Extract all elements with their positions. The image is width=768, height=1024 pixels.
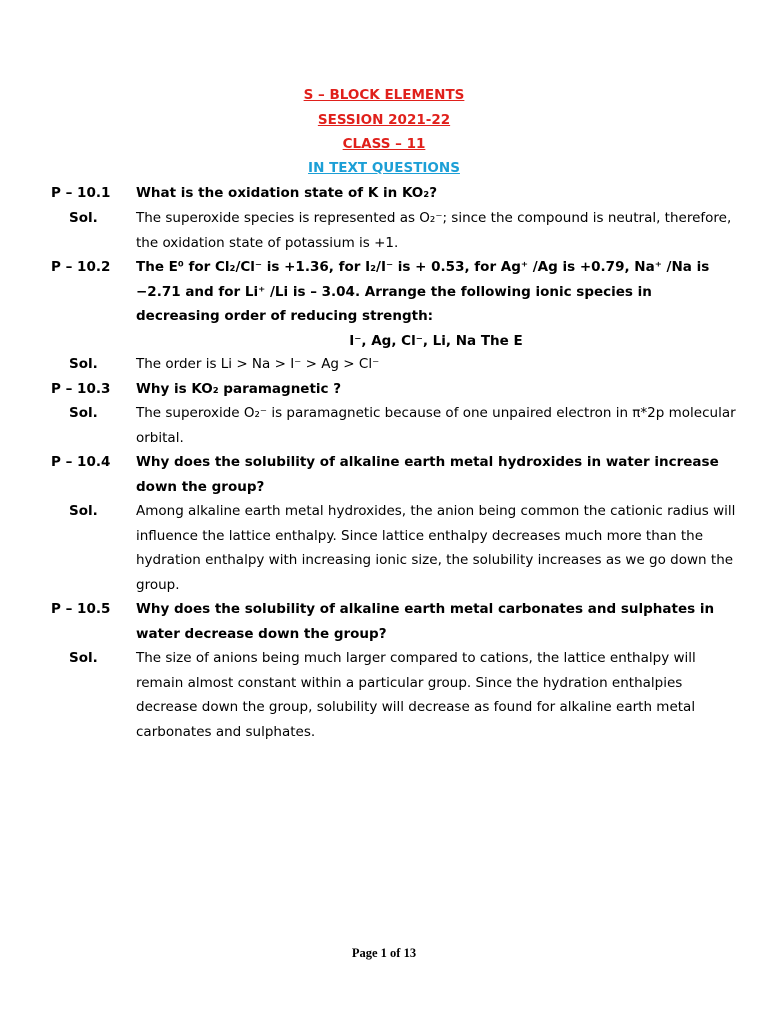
solution-label: Sol.	[69, 356, 98, 372]
question-text: Why does the solubility of alkaline earth metal carbonates and sulphates in water decrease down the group?	[136, 601, 715, 642]
solution-text: The order is Li > Na > I⁻ > Ag > Cl⁻	[136, 356, 380, 372]
solution-text: The superoxide species is represented as O₂⁻; since the compound is neutral, therefore, the oxidation state of potassium is +1.	[136, 210, 732, 251]
question-text: Why does the solubility of alkaline earth metal hydroxides in water increase down the group?	[136, 454, 719, 495]
question-number: P – 10.2	[51, 259, 111, 275]
solution-label: Sol.	[69, 503, 98, 519]
session-label: SESSION 2021-22	[317, 112, 451, 128]
solution-text: The superoxide O₂⁻ is paramagnetic because of one unpaired electron in π*2p molecular orbital.	[136, 405, 736, 446]
page-number: Page 1 of 13	[351, 946, 417, 960]
solution-label: Sol.	[69, 650, 98, 666]
ionic-species-list: I⁻, Ag, Cl⁻, Li, Na The E	[349, 332, 523, 349]
question-number: P – 10.1	[51, 185, 111, 201]
solution-text: The size of anions being much larger compared to cations, the lattice enthalpy will remain almost constant within a particular group. Since the hydration enthalpies decrease down the group, solubility will decrease as found for alkaline earth metal carbonates and sulphates.	[136, 650, 696, 740]
solution-label: Sol.	[69, 405, 98, 421]
question-number: P – 10.4	[51, 454, 111, 470]
question-text: What is the oxidation state of K in KO₂?	[136, 185, 438, 201]
solution-label: Sol.	[69, 210, 98, 226]
class-label: CLASS – 11	[342, 136, 426, 152]
solution-text: Among alkaline earth metal hydroxides, the anion being common the cationic radius will influence the lattice enthalpy. Since lattice enthalpy decreases much more than the hydration enthalpy with increasing ionic size, the solubility increases as we go down the group.	[136, 503, 736, 593]
question-text: Why is KO₂ paramagnetic ?	[136, 381, 342, 397]
question-text-main: The E⁰ for Cl₂/Cl⁻ is +1.36, for I₂/I⁻ is + 0.53, for Ag⁺ /Ag is +0.79, Na⁺ /Na is −2.71 and for Li⁺ /Li is – 3.04. Arrange the following ionic species in decreasing order of reducing strength:	[136, 259, 710, 324]
question-number: P – 10.5	[51, 601, 111, 617]
question-text	[136, 255, 736, 353]
section-title: IN TEXT QUESTIONS	[308, 160, 460, 176]
question-number: P – 10.3	[51, 381, 111, 397]
chapter-title: S – BLOCK ELEMENTS	[303, 87, 465, 103]
